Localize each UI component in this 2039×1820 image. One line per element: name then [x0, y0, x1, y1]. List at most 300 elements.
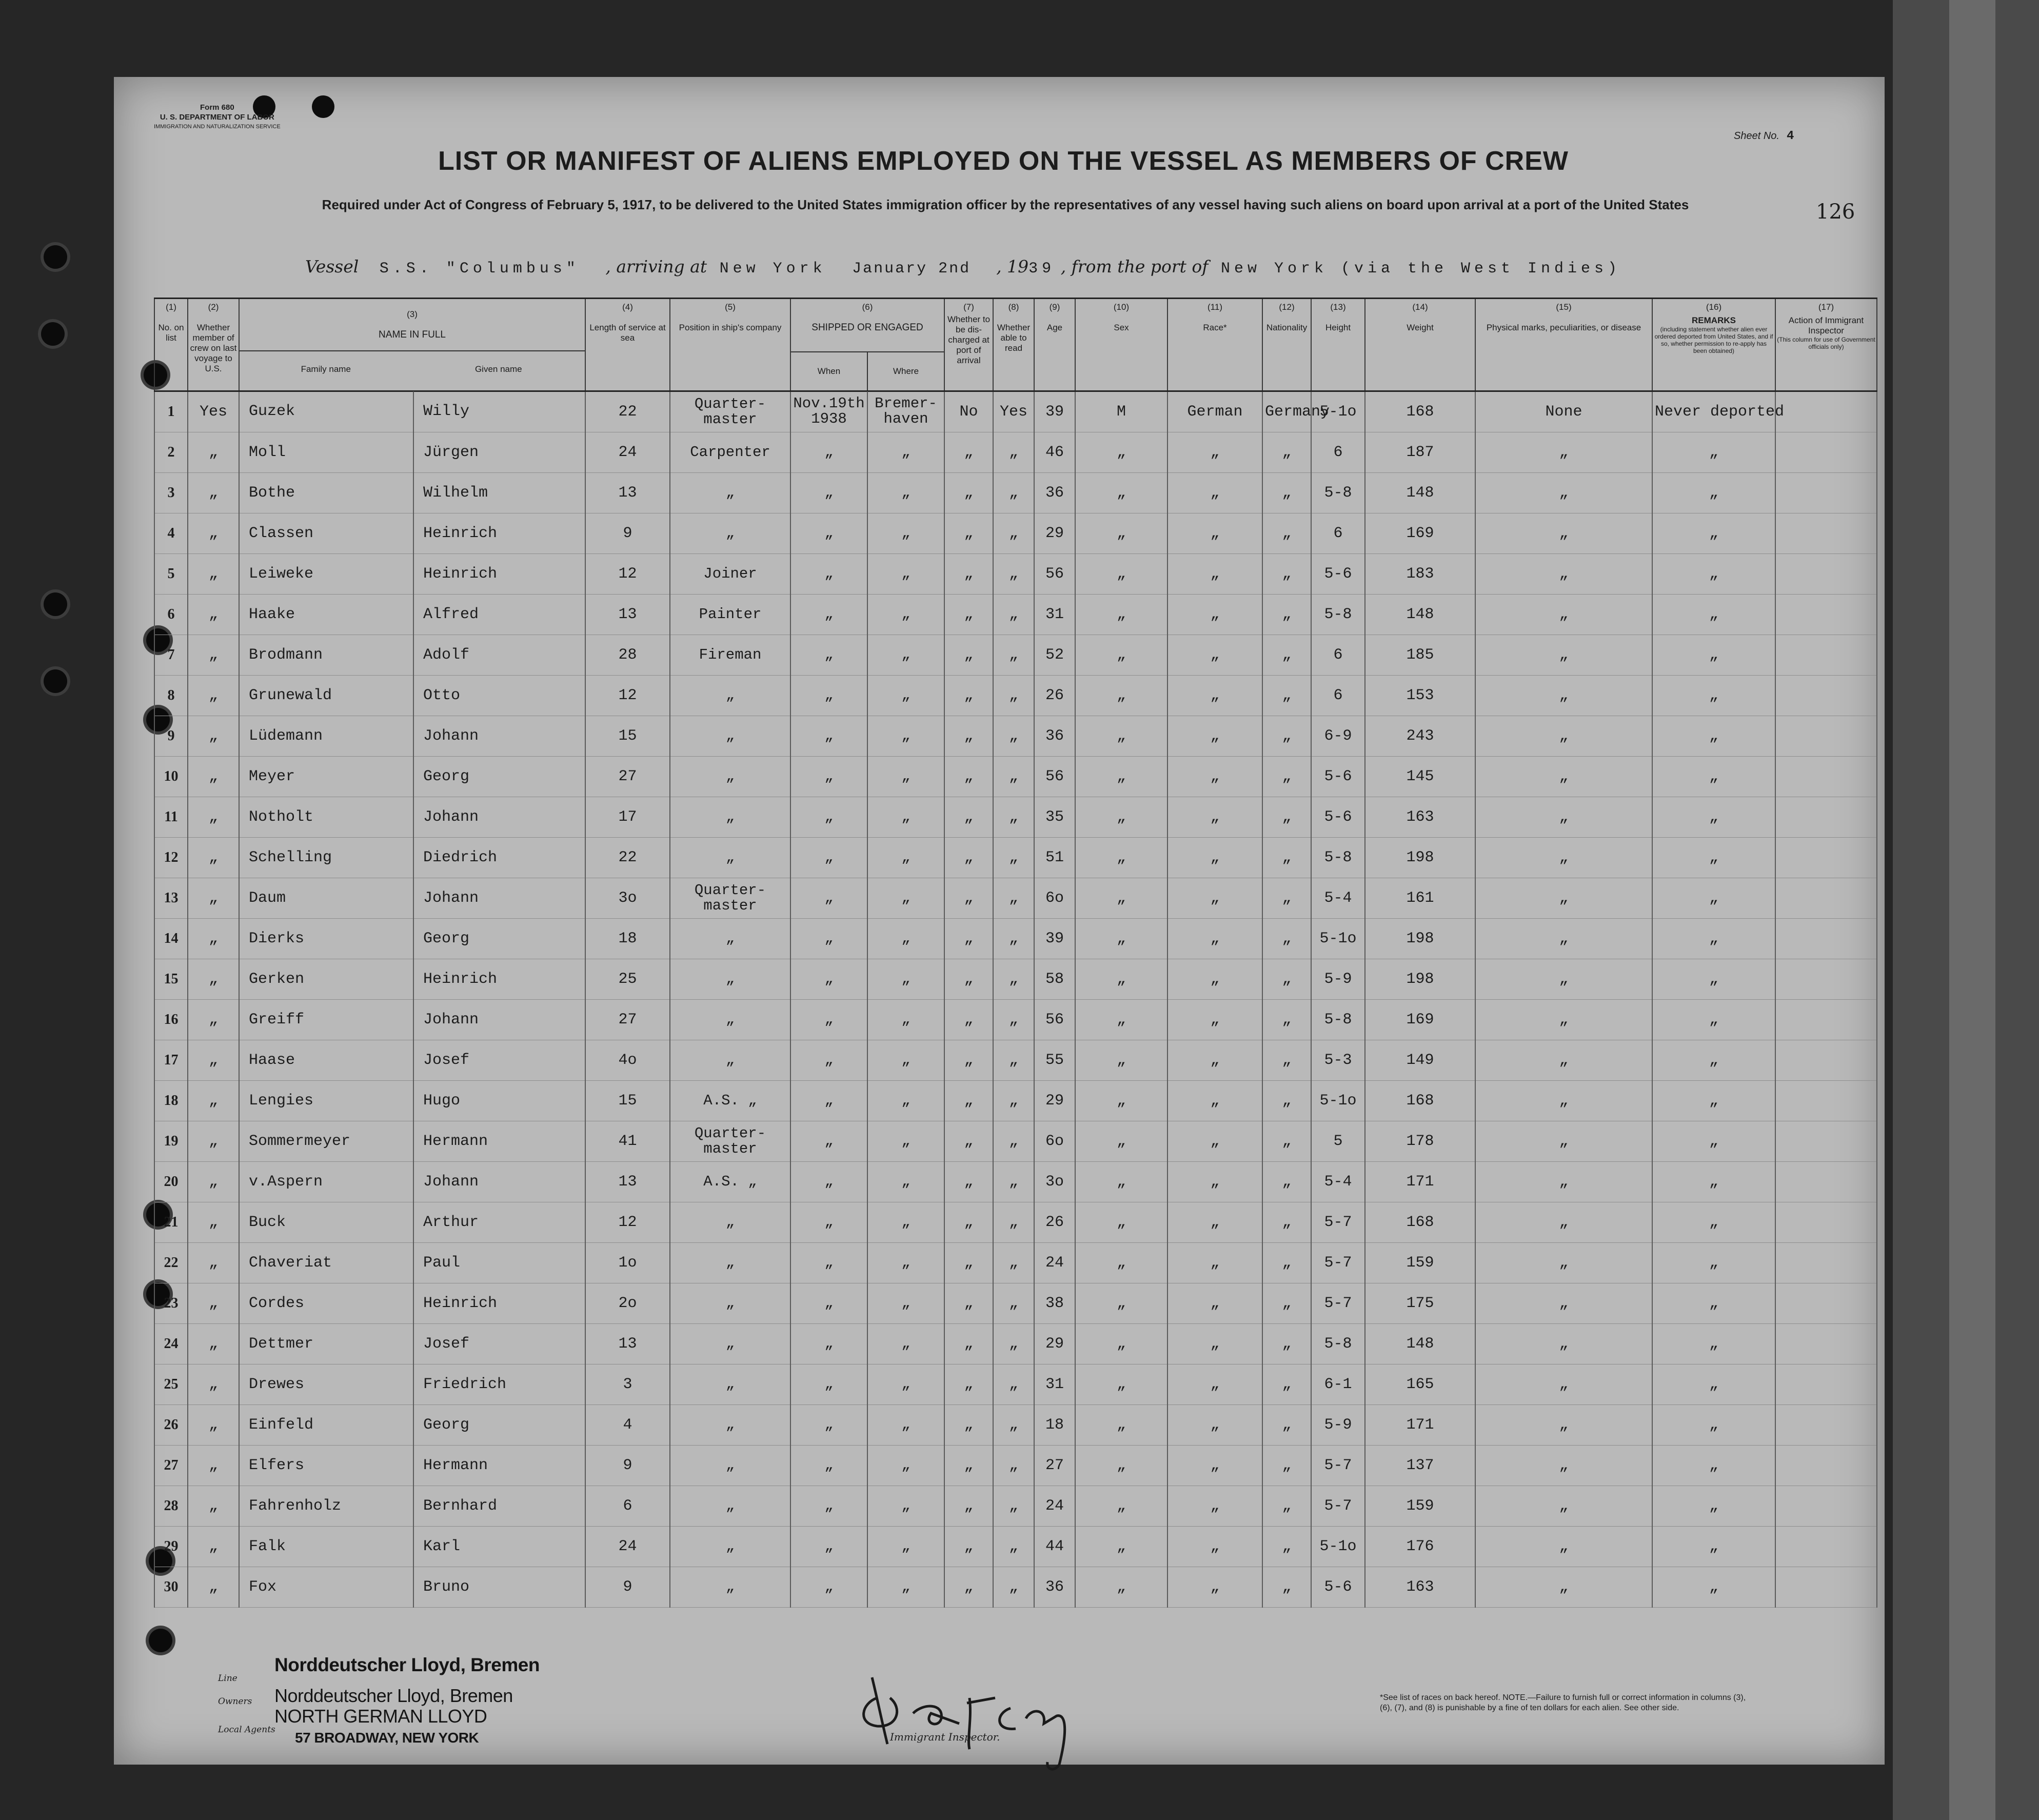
nationality-cell: „ — [1262, 1527, 1311, 1567]
position-cell: „ — [670, 676, 790, 716]
age-cell: 39 — [1034, 391, 1075, 432]
shipped-when-cell: „ — [790, 676, 867, 716]
physical-marks-cell: „ — [1475, 838, 1652, 878]
shipped-where-cell: „ — [867, 1121, 944, 1162]
shipped-where-cell: „ — [867, 635, 944, 676]
height-cell: 5-3 — [1311, 1040, 1365, 1081]
row-number-cell: 2 — [154, 432, 188, 473]
physical-marks-cell: „ — [1475, 554, 1652, 595]
age-cell: 27 — [1034, 1446, 1075, 1486]
prior-voyage-cell: „ — [188, 1405, 239, 1446]
agents-stamp-address: 57 BROADWAY, NEW YORK — [295, 1730, 479, 1746]
weight-cell: 168 — [1365, 391, 1475, 432]
inspector-action-cell — [1775, 1364, 1877, 1405]
age-cell: 56 — [1034, 1000, 1075, 1040]
service-length-cell: 28 — [585, 635, 670, 676]
height-cell: 5-6 — [1311, 757, 1365, 797]
position-cell: „ — [670, 1486, 790, 1527]
col-position-header: (5) Position in ship's company — [670, 299, 790, 391]
height-cell: 6 — [1311, 432, 1365, 473]
punch-hole — [41, 322, 65, 346]
shipped-when-cell: „ — [790, 797, 867, 838]
given-name-cell: Josef — [413, 1040, 585, 1081]
service-length-cell: 4 — [585, 1405, 670, 1446]
discharged-cell: „ — [944, 473, 993, 513]
row-number-cell: 7 — [154, 635, 188, 676]
prior-voyage-cell: „ — [188, 1324, 239, 1364]
physical-marks-cell: „ — [1475, 1243, 1652, 1283]
shipped-when-cell: „ — [790, 473, 867, 513]
row-number-cell: 13 — [154, 878, 188, 919]
remarks-cell: „ — [1652, 1486, 1775, 1527]
given-name-cell: Hermann — [413, 1446, 585, 1486]
age-cell: 39 — [1034, 919, 1075, 959]
physical-marks-cell: „ — [1475, 513, 1652, 554]
race-cell: „ — [1167, 473, 1262, 513]
row-number-cell: 30 — [154, 1567, 188, 1608]
col-name-header: (3) NAME IN FULL Family name Given name — [239, 299, 585, 391]
shipped-when-cell: „ — [790, 1446, 867, 1486]
line-stamp: Norddeutscher Lloyd, Bremen — [274, 1654, 540, 1675]
inspector-action-cell — [1775, 676, 1877, 716]
height-cell: 5-1o — [1311, 391, 1365, 432]
weight-cell: 187 — [1365, 432, 1475, 473]
race-cell: „ — [1167, 1000, 1262, 1040]
inspector-action-cell — [1775, 1283, 1877, 1324]
inspector-action-cell — [1775, 1000, 1877, 1040]
shipped-where-cell: „ — [867, 878, 944, 919]
race-cell: „ — [1167, 716, 1262, 757]
given-name-cell: Friedrich — [413, 1364, 585, 1405]
given-name-cell: Heinrich — [413, 554, 585, 595]
physical-marks-cell: „ — [1475, 1405, 1652, 1446]
family-name-cell: Guzek — [239, 391, 413, 432]
able-to-read-cell: „ — [993, 432, 1034, 473]
shipped-where-cell: „ — [867, 1202, 944, 1243]
shipped-where-cell: Bremer-haven — [867, 391, 944, 432]
prior-voyage-cell: „ — [188, 1243, 239, 1283]
position-cell: „ — [670, 919, 790, 959]
race-cell: „ — [1167, 1527, 1262, 1567]
age-cell: 26 — [1034, 676, 1075, 716]
row-number-cell: 24 — [154, 1324, 188, 1364]
weight-cell: 161 — [1365, 878, 1475, 919]
vessel-name: S.S. "Columbus" — [379, 260, 580, 278]
agents-label: Local Agents — [218, 1725, 275, 1735]
discharged-cell: „ — [944, 959, 993, 1000]
sex-cell: „ — [1075, 757, 1167, 797]
sex-cell: „ — [1075, 1283, 1167, 1324]
weight-cell: 148 — [1365, 595, 1475, 635]
age-cell: 6o — [1034, 878, 1075, 919]
inspector-action-cell — [1775, 1243, 1877, 1283]
table-row — [154, 1283, 1877, 1324]
age-cell: 35 — [1034, 797, 1075, 838]
shipped-when-cell: „ — [790, 919, 867, 959]
nationality-cell: „ — [1262, 797, 1311, 838]
table-row — [154, 1527, 1877, 1567]
age-cell: 18 — [1034, 1405, 1075, 1446]
discharged-cell: „ — [944, 1364, 993, 1405]
inspector-action-cell — [1775, 1081, 1877, 1121]
family-name-cell: Drewes — [239, 1364, 413, 1405]
given-name-cell: Diedrich — [413, 838, 585, 878]
family-name-cell: Cordes — [239, 1283, 413, 1324]
discharged-cell: No — [944, 391, 993, 432]
height-cell: 5-7 — [1311, 1446, 1365, 1486]
physical-marks-cell: „ — [1475, 1040, 1652, 1081]
given-name-cell: Bruno — [413, 1567, 585, 1608]
sex-cell: „ — [1075, 1364, 1167, 1405]
table-row — [154, 959, 1877, 1000]
able-to-read-cell: „ — [993, 513, 1034, 554]
row-number-cell: 17 — [154, 1040, 188, 1081]
able-to-read-cell: „ — [993, 676, 1034, 716]
race-cell: „ — [1167, 959, 1262, 1000]
table-row — [154, 676, 1877, 716]
service-name: IMMIGRATION AND NATURALIZATION SERVICE — [154, 124, 281, 130]
table-row — [154, 1446, 1877, 1486]
nationality-cell: „ — [1262, 1486, 1311, 1527]
able-to-read-cell: „ — [993, 595, 1034, 635]
row-number-cell: 19 — [154, 1121, 188, 1162]
prior-voyage-cell: „ — [188, 1527, 239, 1567]
physical-marks-cell: „ — [1475, 1486, 1652, 1527]
age-cell: 31 — [1034, 595, 1075, 635]
remarks-cell: „ — [1652, 1243, 1775, 1283]
service-length-cell: 27 — [585, 1000, 670, 1040]
discharged-cell: „ — [944, 757, 993, 797]
prior-voyage-cell: „ — [188, 595, 239, 635]
inspector-action-cell — [1775, 716, 1877, 757]
inspector-action-cell — [1775, 595, 1877, 635]
able-to-read-cell: „ — [993, 919, 1034, 959]
physical-marks-cell: „ — [1475, 919, 1652, 959]
remarks-cell: „ — [1652, 1364, 1775, 1405]
weight-cell: 159 — [1365, 1486, 1475, 1527]
shipped-when-cell: „ — [790, 1486, 867, 1527]
race-cell: „ — [1167, 635, 1262, 676]
service-length-cell: 13 — [585, 1162, 670, 1202]
row-number-cell: 28 — [154, 1486, 188, 1527]
shipped-when-cell: „ — [790, 1000, 867, 1040]
position-cell: „ — [670, 1405, 790, 1446]
service-length-cell: 13 — [585, 1324, 670, 1364]
col-remarks-header: (16) REMARKS (including statement whether alien ever ordered deported from United States, and if so, whether permission to re-apply has been obtained) — [1652, 299, 1775, 391]
position-cell: „ — [670, 1202, 790, 1243]
given-name-cell: Georg — [413, 757, 585, 797]
given-name-cell: Hugo — [413, 1081, 585, 1121]
col-race-header: (11) Race* — [1167, 299, 1262, 391]
service-length-cell: 22 — [585, 391, 670, 432]
sex-cell: „ — [1075, 676, 1167, 716]
height-cell: 5-7 — [1311, 1202, 1365, 1243]
inspector-action-cell — [1775, 1324, 1877, 1364]
given-name-cell: Hermann — [413, 1121, 585, 1162]
height-cell: 5-6 — [1311, 554, 1365, 595]
table-row — [154, 1081, 1877, 1121]
punch-hole — [44, 669, 67, 693]
able-to-read-cell: „ — [993, 838, 1034, 878]
height-cell: 6-1 — [1311, 1364, 1365, 1405]
remarks-cell: „ — [1652, 676, 1775, 716]
family-name-cell: Bothe — [239, 473, 413, 513]
row-number-cell: 11 — [154, 797, 188, 838]
given-name-cell: Johann — [413, 797, 585, 838]
prior-voyage-cell: „ — [188, 716, 239, 757]
departure-port: New York (via the West Indies) — [1220, 260, 1621, 278]
race-cell: „ — [1167, 797, 1262, 838]
able-to-read-cell: „ — [993, 554, 1034, 595]
inspector-action-cell — [1775, 878, 1877, 919]
race-cell: „ — [1167, 757, 1262, 797]
table-row — [154, 757, 1877, 797]
given-name-cell: Heinrich — [413, 1283, 585, 1324]
physical-marks-cell: „ — [1475, 1364, 1652, 1405]
physical-marks-cell: „ — [1475, 1000, 1652, 1040]
nationality-cell: „ — [1262, 838, 1311, 878]
remarks-cell: „ — [1652, 1527, 1775, 1567]
nationality-cell: „ — [1262, 635, 1311, 676]
crew-manifest-table — [154, 298, 1877, 1608]
service-length-cell: 2o — [585, 1283, 670, 1324]
sex-cell: „ — [1075, 513, 1167, 554]
row-number-cell: 21 — [154, 1202, 188, 1243]
race-cell: „ — [1167, 1324, 1262, 1364]
age-cell: 26 — [1034, 1202, 1075, 1243]
row-number-cell: 5 — [154, 554, 188, 595]
position-cell: „ — [670, 1364, 790, 1405]
remarks-cell: „ — [1652, 1283, 1775, 1324]
family-name-header: Family name — [301, 364, 351, 374]
age-cell: 46 — [1034, 432, 1075, 473]
table-row — [154, 1567, 1877, 1608]
age-cell: 36 — [1034, 1567, 1075, 1608]
document-title: LIST OR MANIFEST OF ALIENS EMPLOYED ON THE VESSEL AS MEMBERS OF CREW — [438, 146, 1569, 176]
shipped-where-cell: „ — [867, 1081, 944, 1121]
inspector-action-cell — [1775, 1405, 1877, 1446]
shipped-where-cell: „ — [867, 1243, 944, 1283]
age-cell: 6o — [1034, 1121, 1075, 1162]
family-name-cell: Notholt — [239, 797, 413, 838]
race-cell: „ — [1167, 1162, 1262, 1202]
header-row — [154, 299, 1877, 391]
vessel-label: Vessel — [305, 256, 359, 276]
sex-cell: M — [1075, 391, 1167, 432]
given-name-cell: Johann — [413, 878, 585, 919]
shipped-when-cell: „ — [790, 1202, 867, 1243]
sex-cell: „ — [1075, 1567, 1167, 1608]
inspector-action-cell — [1775, 1446, 1877, 1486]
nationality-cell: „ — [1262, 676, 1311, 716]
age-cell: 56 — [1034, 554, 1075, 595]
shipped-when-cell: „ — [790, 595, 867, 635]
vessel-line — [305, 256, 1621, 278]
inspector-action-cell — [1775, 1040, 1877, 1081]
discharged-cell: „ — [944, 1121, 993, 1162]
service-length-cell: 9 — [585, 513, 670, 554]
inspector-action-cell — [1775, 1121, 1877, 1162]
prior-voyage-cell: „ — [188, 473, 239, 513]
race-cell: „ — [1167, 1283, 1262, 1324]
prior-voyage-cell: „ — [188, 1162, 239, 1202]
weight-cell: 169 — [1365, 1000, 1475, 1040]
physical-marks-cell: „ — [1475, 473, 1652, 513]
sex-cell: „ — [1075, 1324, 1167, 1364]
family-name-cell: Dettmer — [239, 1324, 413, 1364]
inspector-action-cell — [1775, 432, 1877, 473]
nationality-cell: „ — [1262, 513, 1311, 554]
discharged-cell: „ — [944, 554, 993, 595]
discharged-cell: „ — [944, 1202, 993, 1243]
prior-voyage-cell: „ — [188, 635, 239, 676]
arrival-year: 39 — [1028, 260, 1056, 278]
form-identifier — [154, 103, 281, 132]
prior-voyage-cell: „ — [188, 1202, 239, 1243]
nationality-cell: „ — [1262, 1121, 1311, 1162]
height-cell: 5-7 — [1311, 1283, 1365, 1324]
physical-marks-cell: „ — [1475, 1527, 1652, 1567]
table-row — [154, 1364, 1877, 1405]
shipped-when-cell: „ — [790, 1243, 867, 1283]
sex-cell: „ — [1075, 473, 1167, 513]
weight-cell: 243 — [1365, 716, 1475, 757]
weight-cell: 148 — [1365, 473, 1475, 513]
able-to-read-cell: „ — [993, 1040, 1034, 1081]
physical-marks-cell: „ — [1475, 1121, 1652, 1162]
remarks-cell: „ — [1652, 1000, 1775, 1040]
physical-marks-cell: „ — [1475, 432, 1652, 473]
service-length-cell: 12 — [585, 554, 670, 595]
able-to-read-cell: „ — [993, 1081, 1034, 1121]
remarks-cell: „ — [1652, 757, 1775, 797]
race-cell: German — [1167, 391, 1262, 432]
physical-marks-cell: „ — [1475, 959, 1652, 1000]
age-cell: 31 — [1034, 1364, 1075, 1405]
prior-voyage-cell: „ — [188, 878, 239, 919]
shipped-where-cell: „ — [867, 1567, 944, 1608]
row-number-cell: 12 — [154, 838, 188, 878]
shipped-when-cell: „ — [790, 1040, 867, 1081]
shipped-when-cell: „ — [790, 1121, 867, 1162]
table-row — [154, 595, 1877, 635]
remarks-cell: „ — [1652, 797, 1775, 838]
weight-cell: 148 — [1365, 1324, 1475, 1364]
race-cell: „ — [1167, 676, 1262, 716]
position-cell: A.S. „ — [670, 1081, 790, 1121]
physical-marks-cell: „ — [1475, 1324, 1652, 1364]
from-label: , from the port of — [1060, 256, 1209, 276]
physical-marks-cell: „ — [1475, 1162, 1652, 1202]
position-cell: Quarter-master — [670, 1121, 790, 1162]
nationality-cell: „ — [1262, 1324, 1311, 1364]
year-prefix: , 19 — [996, 256, 1029, 276]
prior-voyage-cell: „ — [188, 838, 239, 878]
weight-cell: 183 — [1365, 554, 1475, 595]
height-cell: 5-7 — [1311, 1486, 1365, 1527]
discharged-cell: „ — [944, 635, 993, 676]
physical-marks-cell: „ — [1475, 676, 1652, 716]
family-name-cell: Dierks — [239, 919, 413, 959]
service-length-cell: 12 — [585, 676, 670, 716]
sheet-number — [1734, 129, 1794, 143]
able-to-read-cell: „ — [993, 757, 1034, 797]
remarks-cell: „ — [1652, 635, 1775, 676]
binder-strip — [1949, 0, 1995, 1820]
handwritten-page-number: 126 — [1816, 200, 1855, 224]
position-cell: „ — [670, 1283, 790, 1324]
family-name-cell: Buck — [239, 1202, 413, 1243]
row-number-cell: 15 — [154, 959, 188, 1000]
row-number-cell: 26 — [154, 1405, 188, 1446]
prior-voyage-cell: „ — [188, 554, 239, 595]
position-cell: „ — [670, 797, 790, 838]
service-length-cell: 17 — [585, 797, 670, 838]
sex-cell: „ — [1075, 635, 1167, 676]
punch-hole — [149, 1629, 172, 1652]
nationality-cell: „ — [1262, 432, 1311, 473]
physical-marks-cell: „ — [1475, 1202, 1652, 1243]
able-to-read-cell: „ — [993, 1243, 1034, 1283]
sex-cell: „ — [1075, 1000, 1167, 1040]
age-cell: 55 — [1034, 1040, 1075, 1081]
sex-cell: „ — [1075, 959, 1167, 1000]
service-length-cell: 22 — [585, 838, 670, 878]
able-to-read-cell: „ — [993, 959, 1034, 1000]
weight-cell: 198 — [1365, 919, 1475, 959]
race-cell: „ — [1167, 1040, 1262, 1081]
family-name-cell: Fahrenholz — [239, 1486, 413, 1527]
shipped-where-cell: „ — [867, 797, 944, 838]
able-to-read-cell: „ — [993, 716, 1034, 757]
nationality-cell: „ — [1262, 1081, 1311, 1121]
remarks-cell: „ — [1652, 1324, 1775, 1364]
race-cell: „ — [1167, 838, 1262, 878]
height-cell: 5-8 — [1311, 838, 1365, 878]
able-to-read-cell: „ — [993, 1486, 1034, 1527]
given-name-cell: Adolf — [413, 635, 585, 676]
family-name-cell: Haase — [239, 1040, 413, 1081]
shipped-when-cell: „ — [790, 1283, 867, 1324]
arrival-port: New York — [719, 260, 826, 278]
height-cell: 5-8 — [1311, 473, 1365, 513]
physical-marks-cell: „ — [1475, 1081, 1652, 1121]
row-number-cell: 10 — [154, 757, 188, 797]
given-name-cell: Heinrich — [413, 513, 585, 554]
weight-cell: 145 — [1365, 757, 1475, 797]
service-length-cell: 3 — [585, 1364, 670, 1405]
given-name-cell: Alfred — [413, 595, 585, 635]
inspector-action-cell — [1775, 1202, 1877, 1243]
col-weight-header: (14) Weight — [1365, 299, 1475, 391]
race-cell: „ — [1167, 595, 1262, 635]
remarks-cell: „ — [1652, 1446, 1775, 1486]
col-discharge-header: (7) Whether to be dis-charged at port of arrival — [944, 299, 993, 391]
service-length-cell: 24 — [585, 432, 670, 473]
col-service-header: (4) Length of service at sea — [585, 299, 670, 391]
race-cell: „ — [1167, 1486, 1262, 1527]
nationality-cell: „ — [1262, 959, 1311, 1000]
family-name-cell: Lengies — [239, 1081, 413, 1121]
prior-voyage-cell: „ — [188, 513, 239, 554]
department-name: U. S. DEPARTMENT OF LABOR — [160, 113, 274, 122]
row-number-cell: 18 — [154, 1081, 188, 1121]
position-cell: „ — [670, 1000, 790, 1040]
inspector-action-cell — [1775, 635, 1877, 676]
able-to-read-cell: „ — [993, 1202, 1034, 1243]
weight-cell: 176 — [1365, 1527, 1475, 1567]
height-cell: 5-8 — [1311, 1324, 1365, 1364]
